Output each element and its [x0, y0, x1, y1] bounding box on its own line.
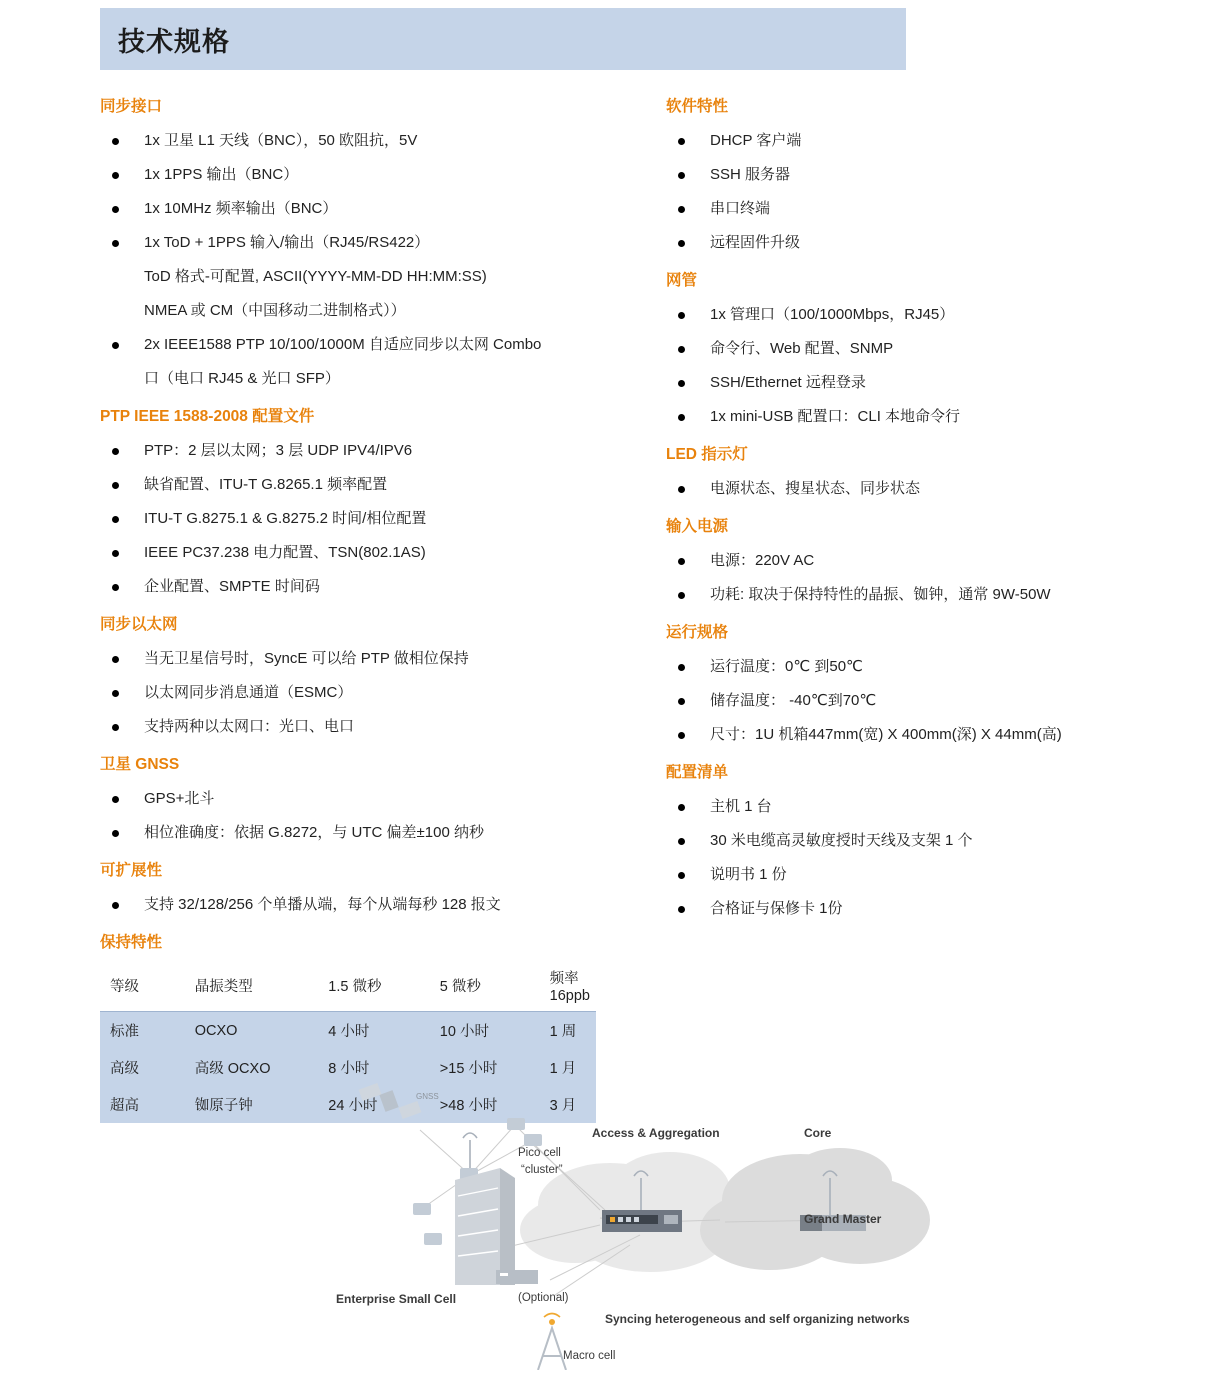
list-item	[100, 570, 666, 604]
diagram-label-pico: Pico cell	[518, 1147, 561, 1159]
table-cell: 1 月	[540, 1049, 596, 1086]
list-item	[666, 472, 1160, 506]
list-item-line: PTP：2 层以太网；3 层 UDP IPV4/IPV6	[144, 442, 413, 459]
list-item	[100, 782, 666, 816]
list-item	[100, 158, 666, 192]
list-item-line: 串口终端	[710, 200, 771, 217]
section-heading-scalability: 可扩展性	[100, 862, 163, 879]
table-cell: 10 小时	[430, 1012, 540, 1050]
list-operating	[666, 650, 1160, 752]
list-item	[666, 892, 1160, 926]
list-item-line: 1x mini-USB 配置口：CLI 本地命令行	[710, 408, 961, 425]
section-heading-gnss: 卫星 GNSS	[100, 756, 180, 773]
list-item-line: 1x 1PPS 输出（BNC）	[144, 166, 299, 183]
optional-device-icon	[496, 1270, 538, 1284]
list-item-line: 相位准确度：依据 G.8272，与 UTC 偏差±100 纳秒	[144, 824, 484, 841]
list-item-line: IEEE PC37.238 电力配置、TSN(802.1AS)	[144, 544, 426, 561]
diagram-label-grandmaster: Grand Master	[804, 1212, 882, 1226]
list-item	[666, 124, 1160, 158]
list-item-line: 电源：220V AC	[710, 552, 815, 569]
list-item	[100, 888, 666, 922]
list-package	[666, 790, 1160, 926]
list-item-line: NMEA 或 CM（中国移动二进制格式））	[144, 302, 406, 319]
list-item-line: 缺省配置、ITU-T G.8265.1 频率配置	[144, 476, 388, 493]
diagram-label-access: Access & Aggregation	[592, 1126, 720, 1140]
list-item	[100, 328, 666, 396]
table-header-cell: 晶振类型	[185, 960, 319, 1012]
diagram-label-macro: Macro cell	[563, 1350, 616, 1362]
list-power	[666, 544, 1160, 612]
list-item-line: 说明书 1 份	[710, 866, 787, 883]
diagram-label-cluster: “cluster”	[521, 1164, 563, 1176]
list-item-line: 命令行、Web 配置、SNMP	[710, 340, 894, 357]
table-cell: 高级 OCXO	[185, 1049, 319, 1086]
table-cell: 高级	[100, 1049, 185, 1086]
list-item	[100, 226, 666, 328]
table-cell: 标准	[100, 1012, 185, 1050]
list-item-line: 当无卫星信号时，SyncE 可以给 PTP 做相位保持	[144, 650, 469, 667]
sync-device-icon	[602, 1210, 682, 1232]
diagram-caption: Syncing heterogeneous and self organizing networks	[605, 1312, 910, 1326]
list-item-line: GPS+北斗	[144, 790, 215, 807]
list-item-line: 30 米电缆高灵敏度授时天线及支架 1 个	[710, 832, 973, 849]
list-item	[100, 642, 666, 676]
left-column	[100, 86, 666, 1123]
table-cell: OCXO	[185, 1012, 319, 1050]
section-heading-management: 网管	[666, 272, 698, 289]
list-item-line: 1x ToD + 1PPS 输入/输出（RJ45/RS422）	[144, 234, 430, 251]
diagram-label-enterprise: Enterprise Small Cell	[336, 1292, 457, 1306]
list-item	[666, 226, 1160, 260]
list-item-line: ITU-T G.8275.1 & G.8275.2 时间/相位配置	[144, 510, 427, 527]
list-item	[666, 718, 1160, 752]
diagram-label-optional: (Optional)	[518, 1292, 569, 1304]
table-cell: 8 小时	[318, 1049, 430, 1086]
list-item-line: 1x 管理口（100/1000Mbps，RJ45）	[710, 306, 955, 323]
table-cell: >15 小时	[430, 1049, 540, 1086]
list-item	[666, 684, 1160, 718]
list-item	[100, 434, 666, 468]
list-item	[666, 650, 1160, 684]
page-title: 技术规格	[118, 26, 230, 57]
list-item	[666, 332, 1160, 366]
diagram-label-gnss: GNSS	[416, 1092, 439, 1101]
list-item-line: ToD 格式-可配置, ASCII(YYYY-MM-DD HH:MM:SS)	[144, 268, 487, 285]
section-heading-ptp-profiles: PTP IEEE 1588-2008 配置文件	[100, 408, 315, 425]
table-header-cell: 等级	[100, 960, 185, 1012]
list-item-line: 运行温度：0℃ 到50℃	[710, 658, 863, 675]
list-item	[100, 192, 666, 226]
list-item-line: 电源状态、搜星状态、同步状态	[710, 480, 921, 497]
core-cloud-shape	[700, 1148, 930, 1270]
list-led	[666, 472, 1160, 506]
macro-cell-tower-icon	[538, 1328, 566, 1370]
list-item-line: 合格证与保修卡 1份	[710, 900, 843, 917]
list-sync-ethernet	[100, 642, 666, 744]
list-item	[666, 824, 1160, 858]
list-item-line: 1x 10MHz 频率输出（BNC）	[144, 200, 338, 217]
section-heading-holdover: 保持特性	[100, 934, 163, 951]
list-item	[666, 400, 1160, 434]
list-sync-interface	[100, 124, 666, 396]
list-item-line: SSH/Ethernet 远程登录	[710, 374, 866, 391]
list-item	[100, 816, 666, 850]
list-item-line: 主机 1 台	[710, 798, 772, 815]
list-item-line: 支持两种以太网口：光口、电口	[144, 718, 355, 735]
list-management	[666, 298, 1160, 434]
enterprise-building-icon	[455, 1168, 515, 1285]
list-item	[666, 544, 1160, 578]
table-cell: 4 小时	[318, 1012, 430, 1050]
table-cell: >48 小时	[430, 1086, 540, 1123]
list-item-line: SSH 服务器	[710, 166, 791, 183]
list-item	[666, 578, 1160, 612]
diagram-label-core: Core	[804, 1126, 832, 1140]
table-header-row	[100, 960, 596, 1012]
list-item-line: 尺寸：1U 机箱447mm(宽) X 400mm(深) X 44mm(高)	[710, 726, 1062, 743]
section-heading-power: 输入电源	[666, 518, 729, 535]
list-scalability	[100, 888, 666, 922]
table-row	[100, 1012, 596, 1050]
list-item-line: 远程固件升级	[710, 234, 801, 251]
section-heading-sync-ethernet: 同步以太网	[100, 616, 178, 633]
list-item-line: 企业配置、SMPTE 时间码	[144, 578, 320, 595]
list-item-line: DHCP 客户端	[710, 132, 802, 149]
macro-signal-icon	[544, 1314, 560, 1326]
list-item	[100, 676, 666, 710]
list-item-line: 以太网同步消息通道（ESMC）	[144, 684, 353, 701]
section-heading-package: 配置清单	[666, 764, 729, 781]
list-item	[666, 790, 1160, 824]
table-header-cell: 1.5 微秒	[318, 960, 430, 1012]
list-item	[100, 502, 666, 536]
list-item	[100, 124, 666, 158]
list-item	[100, 710, 666, 744]
table-cell: 超高	[100, 1086, 185, 1123]
list-item	[100, 468, 666, 502]
network-topology-diagram	[300, 1070, 1000, 1370]
list-item-line: 支持 32/128/256 个单播从端，每个从端每秒 128 报文	[144, 896, 501, 913]
list-item	[666, 366, 1160, 400]
list-gnss	[100, 782, 666, 850]
list-software	[666, 124, 1160, 260]
section-heading-sync-interface: 同步接口	[100, 98, 163, 115]
page-title-banner	[100, 8, 906, 70]
table-cell: 24 小时	[318, 1086, 430, 1123]
table-cell: 3 月	[540, 1086, 596, 1123]
list-ptp-profiles	[100, 434, 666, 604]
table-cell: 1 周	[540, 1012, 596, 1050]
list-item	[100, 536, 666, 570]
list-item-line: 功耗: 取决于保持特性的晶振、铷钟，通常 9W-50W	[710, 586, 1051, 603]
list-item	[666, 192, 1160, 226]
table-header-cell: 5 微秒	[430, 960, 540, 1012]
list-item-line: 口（电口 RJ45 & 光口 SFP）	[144, 370, 340, 387]
right-column	[666, 86, 1160, 1123]
list-item	[666, 158, 1160, 192]
table-header-cell: 频率 16ppb	[540, 960, 596, 1012]
section-heading-software: 软件特性	[666, 98, 729, 115]
list-item	[666, 298, 1160, 332]
list-item-line: 储存温度： -40℃到70℃	[710, 692, 877, 709]
list-item-line: 1x 卫星 L1 天线（BNC），50 欧阻抗，5V	[144, 132, 418, 149]
satellite-icon	[359, 1083, 422, 1119]
section-heading-operating: 运行规格	[666, 624, 729, 641]
section-heading-led: LED 指示灯	[666, 446, 748, 463]
spec-columns	[100, 86, 1160, 1123]
list-item-line: 2x IEEE1588 PTP 10/100/1000M 自适应同步以太网 Combo	[144, 336, 542, 353]
list-item	[666, 858, 1160, 892]
table-cell: 铷原子钟	[185, 1086, 319, 1123]
